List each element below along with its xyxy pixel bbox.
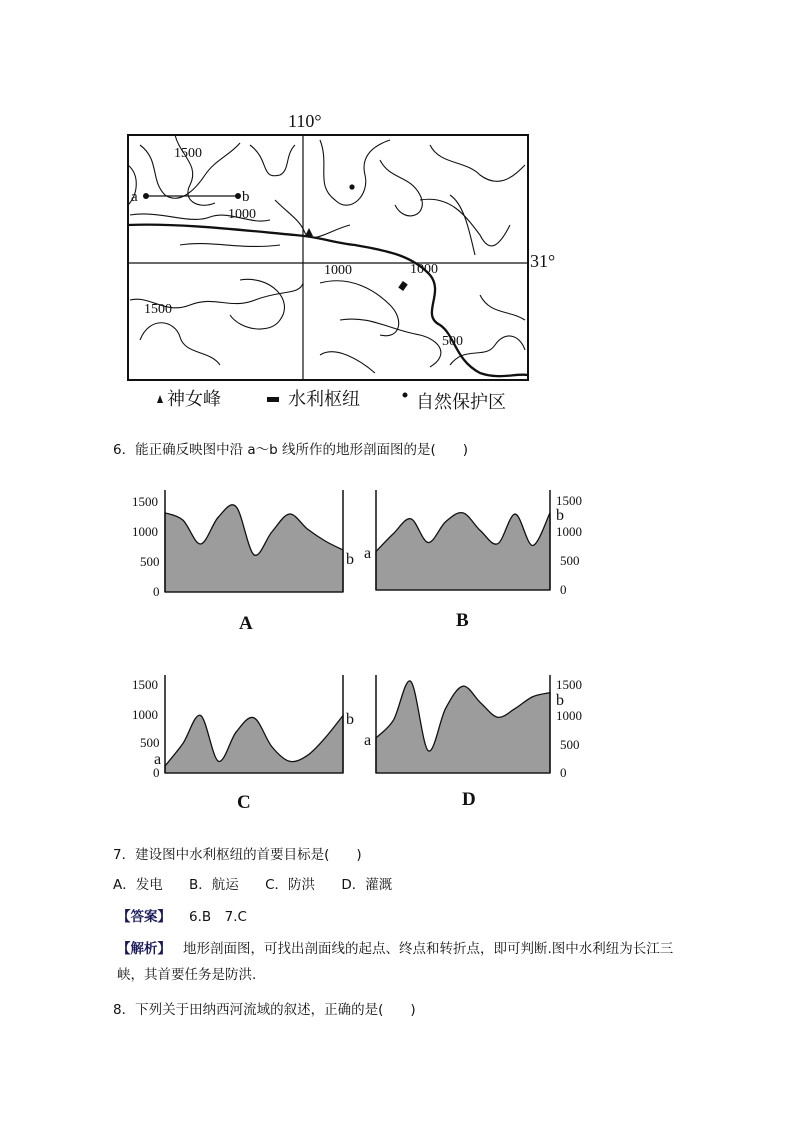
answer-tag: 【答案】 — [117, 909, 171, 925]
explanation-tag: 【解析】 — [117, 941, 171, 957]
legend-reserve-label: 自然保护区 — [416, 392, 506, 412]
terrain-profile-area — [165, 715, 343, 773]
option-label-B: B — [456, 610, 469, 631]
option-A[interactable]: A．发电 — [113, 877, 163, 893]
y-tick-label: 0 — [153, 765, 160, 780]
y-tick-label: 1000 — [556, 708, 582, 723]
legend-peak-icon — [157, 395, 163, 403]
contour-label: 1000 — [228, 207, 256, 222]
peak-icon — [305, 228, 313, 236]
y-tick-label: 1500 — [556, 677, 582, 692]
question-8: 8．下列关于田纳西河流域的叙述，正确的是( ) — [113, 1002, 416, 1018]
point-a-marker — [143, 193, 149, 199]
answer-text: 6.B 7.C — [189, 909, 247, 925]
y-tick-label: 0 — [560, 765, 567, 780]
contour-label: 1500 — [174, 146, 202, 161]
legend-dam-icon — [267, 397, 279, 402]
option-label-A: A — [239, 613, 253, 634]
point-a-label: a — [131, 189, 138, 205]
y-tick-label: 500 — [560, 553, 580, 568]
terrain-profile-area — [376, 681, 550, 773]
explanation-block — [117, 936, 687, 988]
y-tick-label: 1000 — [132, 524, 158, 539]
end-label-b: b — [346, 711, 354, 728]
option-label-D: D — [462, 789, 476, 810]
y-tick-label: 1000 — [556, 524, 582, 539]
y-tick-label: 0 — [153, 584, 160, 599]
terrain-profile-area — [165, 505, 343, 592]
dam-icon — [398, 281, 408, 291]
question-6: 6．能正确反映图中沿 a～b 线所作的地形剖面图的是( ) — [113, 442, 469, 458]
explanation-text: 地形剖面图，可找出剖面线的起点、终点和转折点，即可判断.图中水利纽为长江三峡，其首要任务是防洪. — [117, 941, 674, 983]
y-tick-label: 500 — [140, 735, 160, 750]
end-label-b: b — [346, 551, 354, 568]
option-D[interactable]: D．灌溉 — [341, 877, 393, 893]
legend-peak-label: 神女峰 — [167, 389, 221, 409]
legend-dam-label: 水利枢纽 — [288, 389, 360, 409]
question-7: 7．建设图中水利枢纽的首要目标是( ) — [113, 847, 362, 863]
option-B[interactable]: B．航运 — [189, 877, 239, 893]
profile-chart-A — [120, 482, 370, 607]
start-label-a: a — [364, 732, 372, 749]
contour-label: 500 — [442, 334, 463, 349]
start-label-a: a — [154, 751, 162, 768]
option-label-C: C — [237, 792, 251, 813]
y-tick-label: 1500 — [132, 677, 158, 692]
y-tick-label: 1500 — [556, 493, 582, 508]
y-tick-label: 1000 — [132, 707, 158, 722]
y-tick-label: 1500 — [132, 494, 158, 509]
topographic-map — [120, 105, 560, 420]
question-7-options — [113, 873, 414, 893]
profile-chart-D — [360, 667, 610, 792]
y-tick-label: 500 — [140, 554, 160, 569]
answer-line — [117, 905, 247, 925]
y-tick-label: 500 — [560, 737, 580, 752]
end-label-b: b — [556, 692, 564, 709]
end-label-b: b — [556, 507, 564, 524]
contour-label: 1000 — [410, 262, 438, 277]
contour-lines — [128, 135, 525, 373]
contour-label: 1500 — [144, 302, 172, 317]
point-b-label: b — [242, 189, 250, 205]
longitude-label: 110° — [288, 111, 322, 131]
profile-chart-C — [120, 667, 370, 792]
reserve-icon — [349, 184, 354, 189]
contour-label: 1000 — [324, 263, 352, 278]
latitude-label: 31° — [530, 251, 556, 271]
y-tick-label: 0 — [560, 582, 567, 597]
map-frame — [128, 135, 528, 380]
profile-chart-B — [360, 482, 610, 607]
start-label-a: a — [364, 545, 372, 562]
terrain-profile-area — [376, 513, 550, 590]
legend-reserve-icon — [403, 393, 408, 398]
option-C[interactable]: C．防洪 — [265, 877, 316, 893]
point-b-marker — [235, 193, 241, 199]
